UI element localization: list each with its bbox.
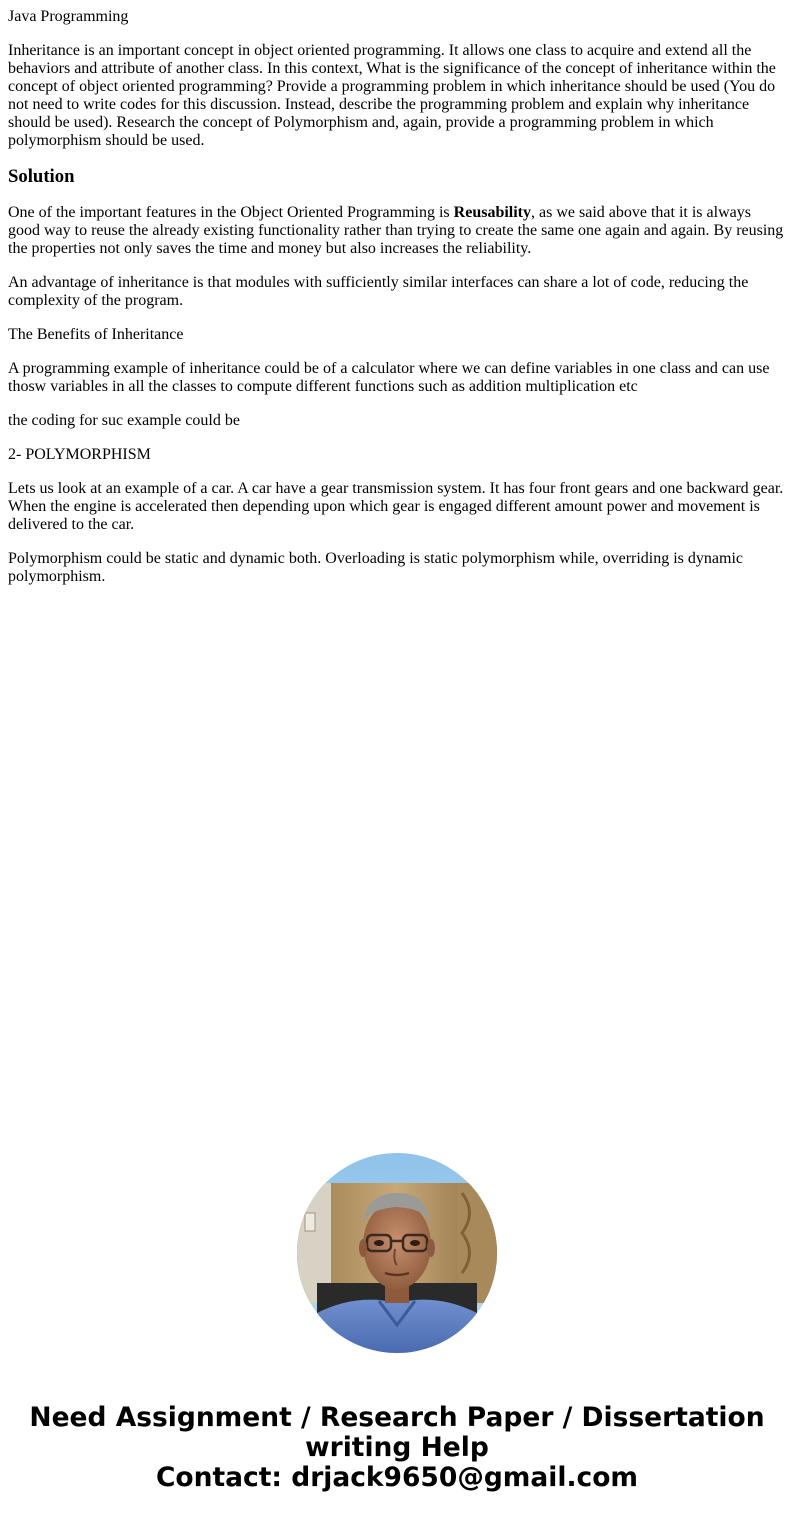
- question-body: Inheritance is an important concept in object oriented programming. It allows one class to acquire and extend all the behaviors and attribute of another class. In this context, What is the significance of the concept of inheritance within the concept of object oriented programming? Provide a programming problem in which inheritance should be used (You do not need to write codes for this discussion. Instead, describe the programming problem and explain why inheritance should be used). Research the concept of Polymorphism and, again, provide a programming problem in which polymorphism should be used.: [8, 42, 776, 149]
- solution-heading: Solution: [8, 166, 75, 187]
- tutor-portrait-image: [297, 1153, 497, 1353]
- solution-paragraph-car-example: Lets us look at an example of a car. A car have a gear transmission system. It has four front gears and one backward gear. When the engine is accelerated then depending upon which gear is engaged different amount power and movement is delivered to the car.: [8, 480, 784, 533]
- tutor-avatar: [297, 1153, 497, 1353]
- promo-banner: [0, 1403, 794, 1493]
- solution-paragraph-calculator-example: A programming example of inheritance could be of a calculator where we can define variables in one class and can use thosw variables in all the classes to compute different functions such as addition multiplication etc: [8, 360, 770, 395]
- promo-line-contact: Contact: drjack9650@gmail.com: [155, 1462, 639, 1493]
- solution-paragraph-reusability: [8, 204, 786, 258]
- document-body: [0, 0, 794, 586]
- promo-line-writing-help: writing Help: [305, 1432, 489, 1463]
- promo-line-assignment: Need Assignment / Research Paper / Dissertation: [29, 1402, 765, 1433]
- question-title: Java Programming: [8, 8, 129, 25]
- reusability-intro-text: One of the important features in the Object Oriented Programming is: [8, 204, 454, 221]
- solution-paragraph-static-dynamic: Polymorphism could be static and dynamic both. Overloading is static polymorphism while, overriding is dynamic polymorphism.: [8, 550, 743, 585]
- reusability-rest-text: , as we said above that it is always good way to reuse the already existing functionality rather than trying to create the same one again and again. By reusing the properties not only saves the time and money but also increases the reliability.: [8, 204, 784, 257]
- benefits-heading-text: The Benefits of Inheritance: [8, 326, 184, 343]
- solution-paragraph-advantage: An advantage of inheritance is that modules with sufficiently similar interfaces can share a lot of code, reducing the complexity of the program.: [8, 274, 749, 309]
- reusability-bold-term: Reusability: [453, 204, 531, 221]
- solution-paragraph-coding-note: the coding for suc example could be: [8, 412, 240, 429]
- polymorphism-heading-text: 2- POLYMORPHISM: [8, 446, 151, 463]
